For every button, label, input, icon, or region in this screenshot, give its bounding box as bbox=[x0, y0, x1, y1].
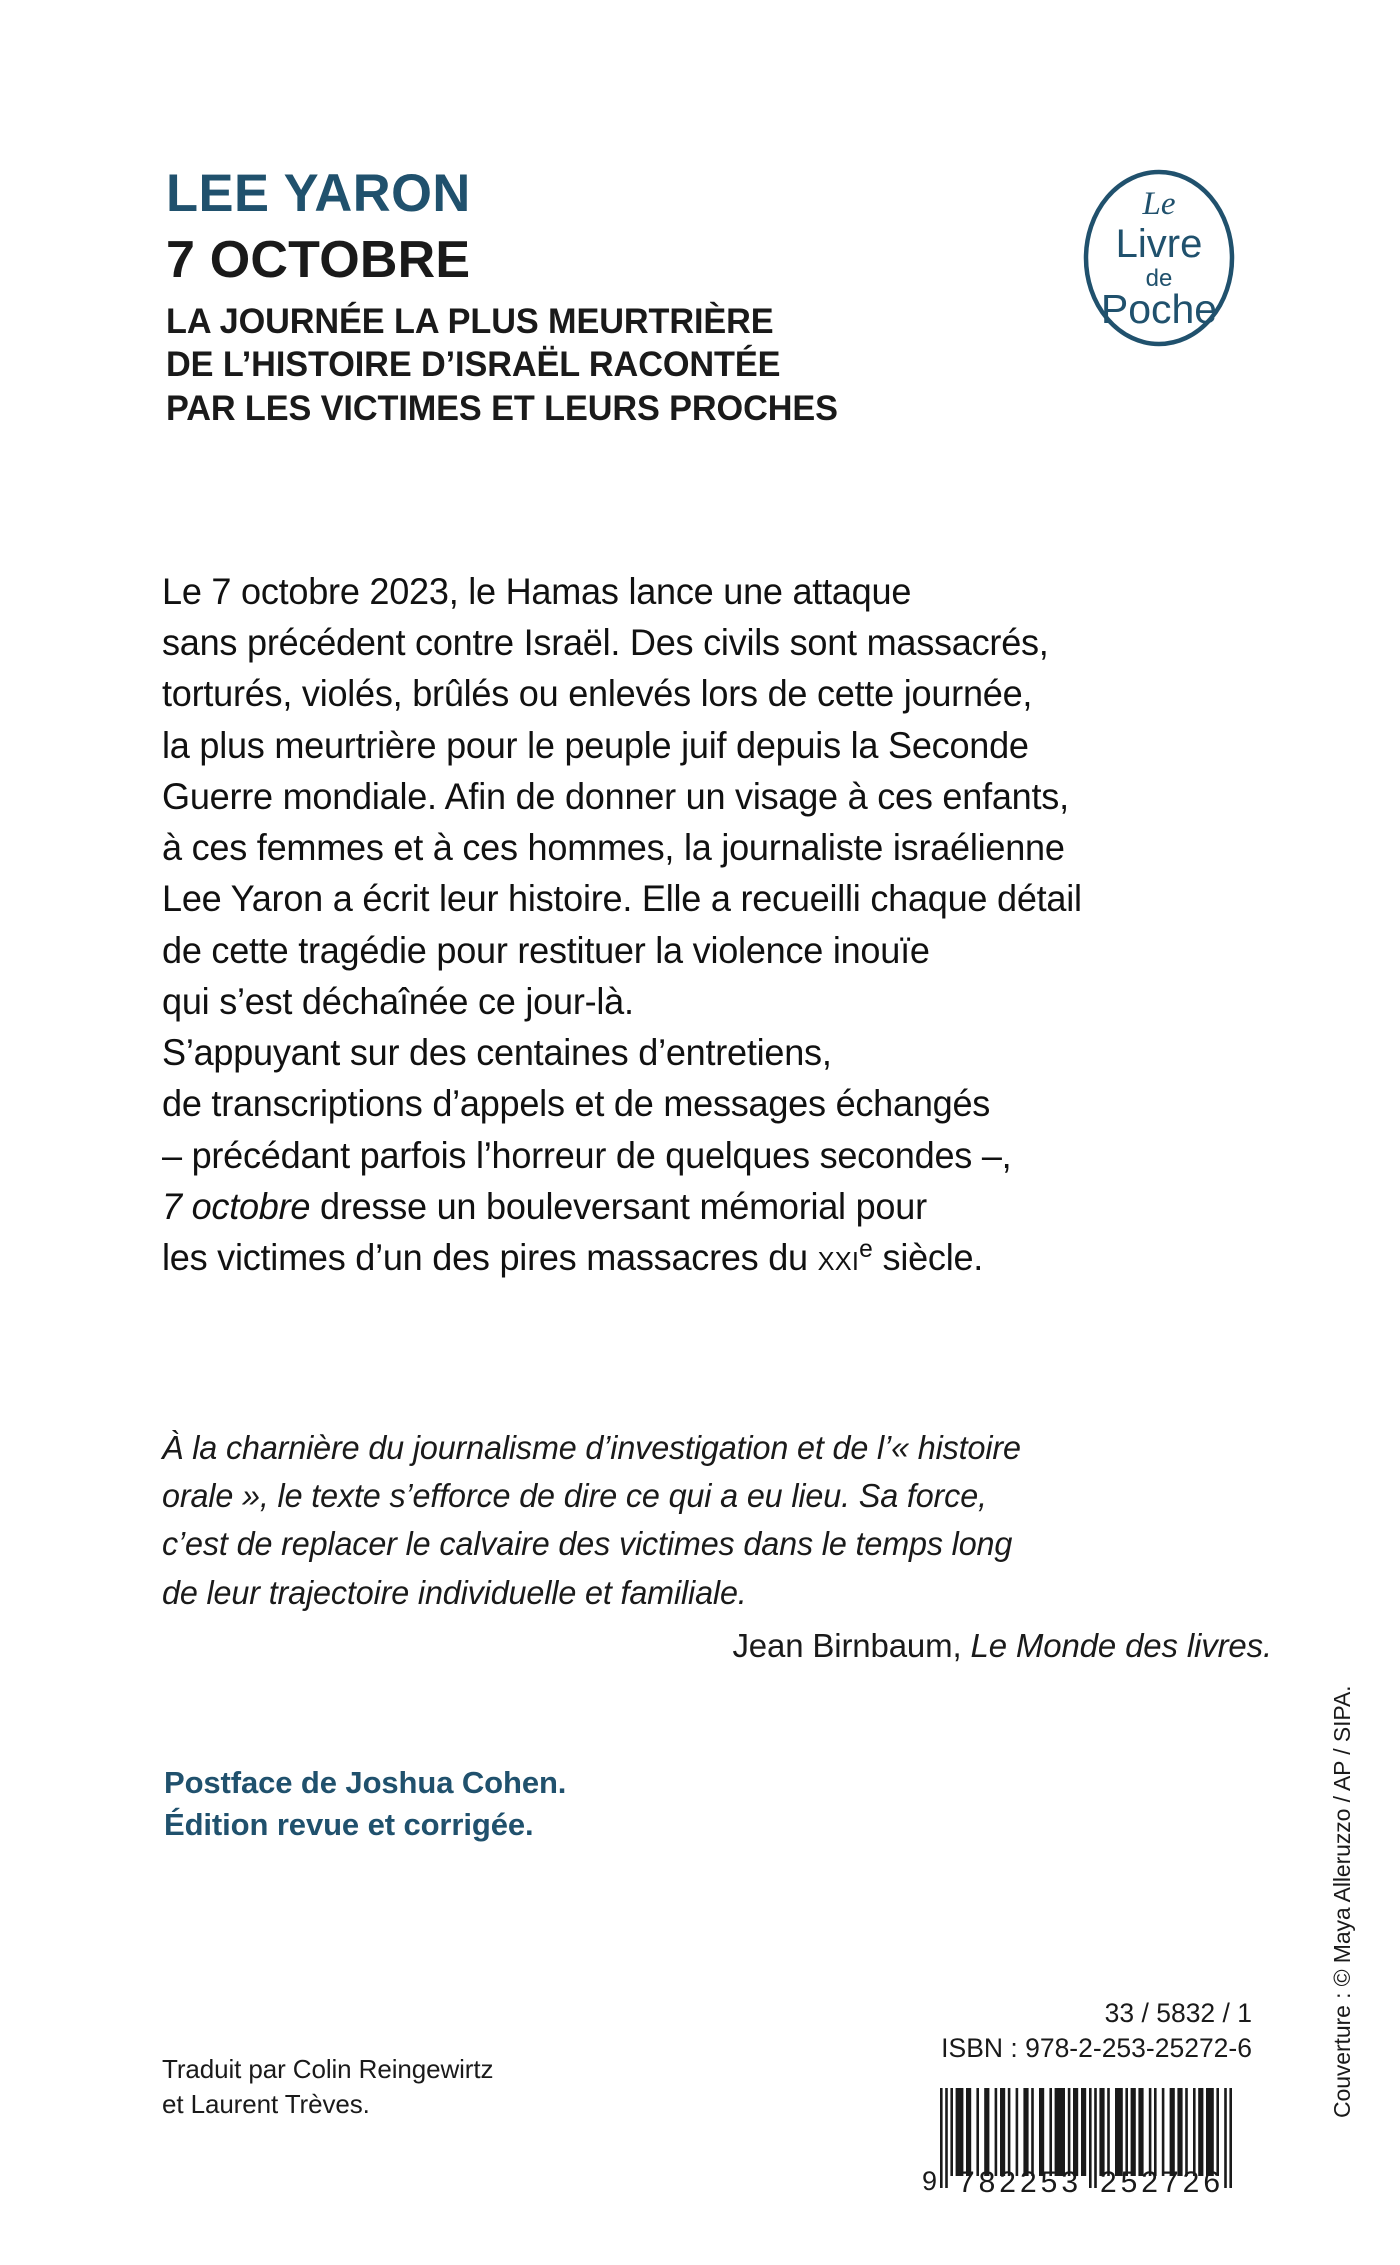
barcode-digit-left: 9 bbox=[922, 2166, 938, 2196]
svg-text:Le: Le bbox=[1142, 186, 1176, 222]
svg-text:Poche: Poche bbox=[1100, 286, 1218, 332]
blurb-line-4: la plus meurtrière pour le peuple juif depuis la Seconde bbox=[162, 724, 1029, 766]
blurb-text bbox=[162, 566, 1244, 1283]
blurb-line-10: S’appuyant sur des centaines d’entretiens, bbox=[162, 1032, 832, 1074]
blurb-century-numeral: xxi bbox=[817, 1237, 860, 1279]
subtitle-line-2: DE L’HISTOIRE D’ISRAËL RACONTÉE bbox=[166, 344, 781, 385]
barcode-digits-right: 252726 bbox=[1099, 2166, 1225, 2199]
blurb-italic-title: 7 octobre bbox=[162, 1185, 311, 1227]
quote-line-1: À la charnière du journalisme d’investigation et de l’« histoire bbox=[162, 1429, 1021, 1466]
note-line-1: Postface de Joshua Cohen. bbox=[164, 1765, 567, 1800]
blurb-line-9: qui s’est déchaînée ce jour-là. bbox=[162, 980, 634, 1022]
edition-notes bbox=[164, 1762, 566, 1846]
blurb-line-3: torturés, violés, brûlés ou enlevés lors de cette journée, bbox=[162, 673, 1033, 715]
subtitle-line-3: PAR LES VICTIMES ET LEURS PROCHES bbox=[166, 387, 838, 428]
isbn-code: ISBN : 978-2-253-25272-6 bbox=[941, 2032, 1252, 2063]
blurb-line-12: – précédant parfois l’horreur de quelques secondes –, bbox=[162, 1134, 1012, 1176]
blurb-line-5: Guerre mondiale. Afin de donner un visage à ces enfants, bbox=[162, 775, 1069, 817]
blurb-line-14-prefix: les victimes d’un des pires massacres du bbox=[162, 1237, 818, 1279]
blurb-century-ordinal: e bbox=[859, 1235, 873, 1264]
quote-line-3: c’est de replacer le calvaire des victimes dans le temps long bbox=[162, 1525, 1013, 1563]
blurb-line-7: Lee Yaron a écrit leur histoire. Elle a recueilli chaque détail bbox=[162, 878, 1082, 920]
cover-photo-credit: Couverture : © Maya Alleruzzo / AP / SIPA. bbox=[1329, 1685, 1355, 2118]
quote-attribution bbox=[162, 1623, 1272, 1669]
note-line-2: Édition revue et corrigée. bbox=[164, 1806, 534, 1842]
catalog-codes bbox=[941, 1996, 1252, 2066]
blurb-line-13 bbox=[162, 1181, 1244, 1232]
blurb-line-14 bbox=[162, 1232, 1244, 1283]
catalog-code: 33 / 5832 / 1 bbox=[1104, 1998, 1252, 2028]
blurb-line-13-rest: dresse un bouleversant mémorial pour bbox=[310, 1185, 927, 1227]
blurb-line-11: de transcriptions d’appels et de messages échangés bbox=[162, 1083, 991, 1125]
translator-line-1: Traduit par Colin Reingewirtz bbox=[162, 2054, 494, 2084]
quote-line-2: orale », le texte s’efforce de dire ce qui a eu lieu. Sa force, bbox=[162, 1477, 987, 1515]
quote-publication: Le Monde des livres. bbox=[970, 1627, 1272, 1664]
ean13-barcode bbox=[910, 2086, 1252, 2216]
translator-line-2: et Laurent Trèves. bbox=[162, 2088, 370, 2119]
translator-credit bbox=[162, 2052, 493, 2122]
barcode-digits-mid: 782253 bbox=[957, 2166, 1083, 2199]
quote-line-4: de leur trajectoire individuelle et familiale. bbox=[162, 1573, 747, 1611]
header-block bbox=[166, 164, 1046, 430]
svg-text:de: de bbox=[1145, 265, 1173, 292]
publisher-logo bbox=[1079, 167, 1239, 349]
blurb-line-8: de cette tragédie pour restituer la violence inouïe bbox=[162, 929, 930, 971]
blurb-line-1: Le 7 octobre 2023, le Hamas lance une attaque bbox=[162, 571, 912, 612]
subtitle-line-1: LA JOURNÉE LA PLUS MEURTRIÈRE bbox=[166, 300, 774, 341]
svg-text:Livre: Livre bbox=[1115, 222, 1203, 266]
book-title: 7 OCTOBRE bbox=[166, 230, 471, 289]
blurb-line-6: à ces femmes et à ces hommes, la journaliste israélienne bbox=[162, 827, 1065, 869]
blurb-line-14-suffix: siècle. bbox=[872, 1237, 984, 1279]
book-subtitle bbox=[166, 300, 1015, 430]
blurb-line-2: sans précédent contre Israël. Des civils sont massacrés, bbox=[162, 622, 1049, 664]
quote-author: Jean Birnbaum, bbox=[732, 1627, 971, 1664]
press-quote bbox=[162, 1424, 1250, 1617]
author-name: LEE YARON bbox=[166, 164, 471, 223]
